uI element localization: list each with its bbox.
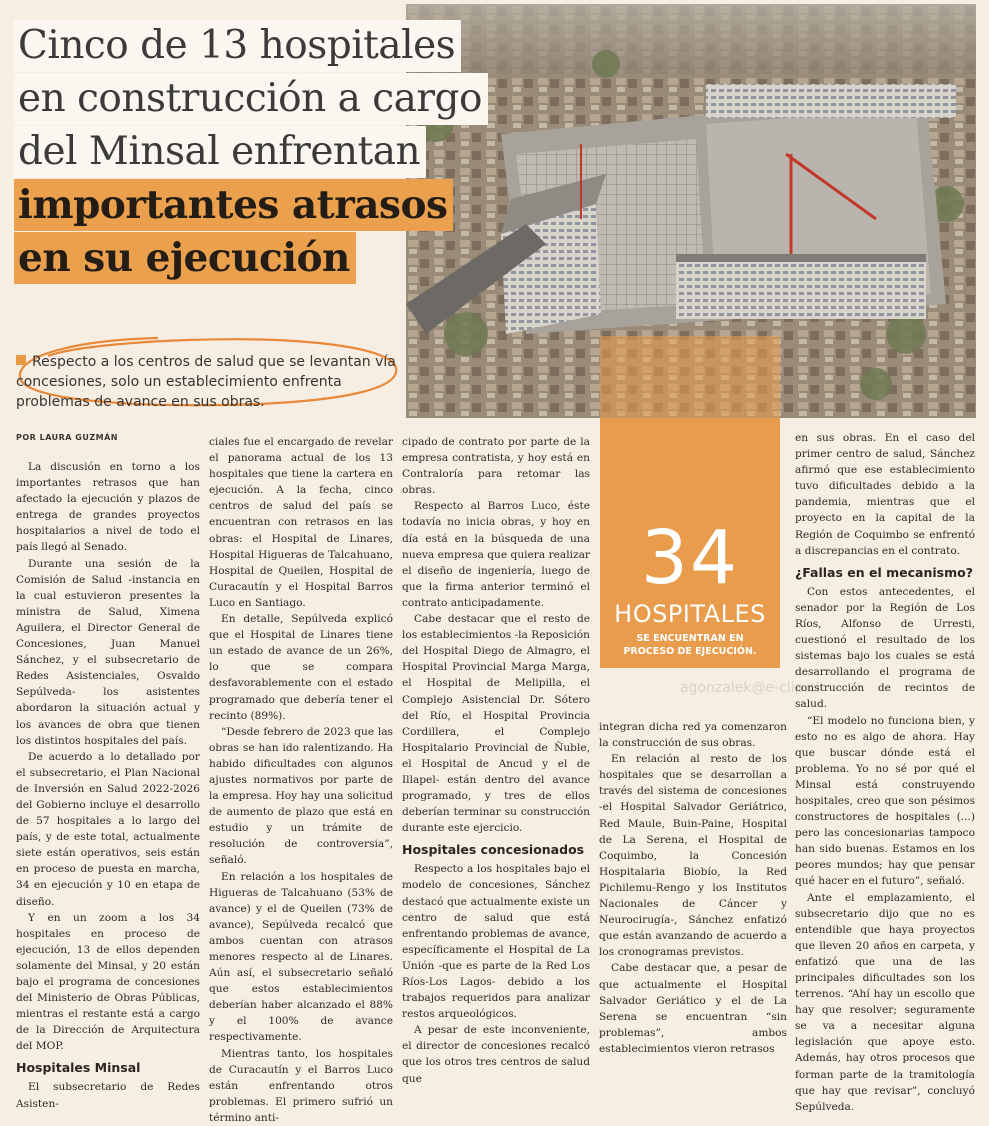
- column-2: [209, 434, 393, 1126]
- headline-line-3: del Minsal enfrentan: [14, 126, 426, 178]
- column-1: [16, 459, 200, 1112]
- subheading-hospitales-concesionados: Hospitales concesionados: [402, 842, 585, 858]
- paragraph: ciales fue el encargado de revelar el panorama actual de los 13 hospitales que tiene la cartera en ejecución. A la fecha, cinco centros de salud del país se encuentran con retrasos en las obras: el Hospital de Linares, Hospital Higueras de Talcahuano, Hospital de Queilen, Hospital de Curacautín y el Hospital Barros Luco en Santiago.: [209, 436, 393, 609]
- paragraph: Con estos antecedentes, el senador por la Región de Los Ríos, Alfonso de Urresti, cuestionó el resultado de los sistemas bajo los cuales se está desarrollando el programa de construcción de recintos de salud.: [795, 585, 975, 711]
- paragraph: El subsecretario de Redes Asisten-: [16, 1081, 200, 1110]
- paragraph: La discusión en torno a los importantes retrasos que han afectado la ejecución y plazos de entrega de grandes proyectos hospitalarios a nivel de todo el país llegó al Senado.: [16, 461, 200, 554]
- column-3b: [599, 719, 787, 1057]
- paragraph: En relación a los hospitales de Higueras de Talcahuano (53% de avance) y el de Queilen (73% de avance), Sepúlveda recalcó que ambos cuentan con atrasos menores respecto al de Linares. Aún así, el subsecretario señaló que estos establecimientos deberían haber alcanzado el 88% y el 100% de avance respectivamente.: [209, 870, 393, 1044]
- headline-line-4: importantes atrasos: [14, 179, 453, 231]
- lead-text: Respecto a los centros de salud que se levantan vía concesiones, solo un establecimiento enfrenta problemas de avance en sus obras.: [16, 354, 396, 410]
- paragraph: en sus obras. En el caso del primer centro de salud, Sánchez afirmó que ese establecimiento tuvo dificultades debido a la pandemia, mientras que el proyecto en la capital de la Región de Coquimbo se enfrentó a discrepancias en el contrato.: [795, 432, 975, 557]
- headline-line-1: Cinco de 13 hospitales: [14, 20, 461, 72]
- paragraph: Respecto a los hospitales bajo el modelo de concesiones, Sánchez destacó que actualmente existe un centro de salud que está enfrentando problemas de avance, específicamente el Hospital de La Unión -que es parte de la Red Los Ríos-Los Lagos- debido a los trabajos requeridos para analizar restos arqueológicos.: [402, 863, 590, 1021]
- headline-line-5: en su ejecución: [14, 232, 356, 284]
- paragraph: En detalle, Sepúlveda explicó que el Hospital de Linares tiene un estado de avance de un 26%, lo que se compara desfavorablemente con el estado programado que debería tener el recinto (89%).: [209, 613, 393, 722]
- paragraph: “El modelo no funciona bien, y esto no es algo de ahora. Hay que buscar dónde está el problema. Yo no sé por qué el Minsal está construyendo hospitales, creo que son pésimos constructores de hospitales (...) pero las concesionarias tampoco han sido buenas. Estamos en los peores mundos; hay que pensar qué hacer en el futuro”, señaló.: [795, 714, 975, 888]
- column-4: [795, 430, 975, 1115]
- headline: [14, 20, 564, 285]
- headline-line-2: en construcción a cargo: [14, 73, 488, 125]
- paragraph: A pesar de este inconveniente, el director de concesiones recalcó que los otros tres centros de salud que: [402, 1024, 590, 1085]
- lead-bullet-square: [16, 355, 26, 365]
- column-3: [402, 434, 590, 1087]
- paragraph: Durante una sesión de la Comisión de Salud -instancia en la cual estuvieron presentes la ministra de Salud, Ximena Aguilera, el Director General de Concesiones, Juan Manuel Sánchez, y el subsecretario de Redes Asistenciales, Osvaldo Sepúlveda- los asistentes abordaron la situación actual y los avances de obra que tienen los distintos hospitales del país.: [16, 557, 200, 747]
- stat-sublabel: SE ENCUENTRAN EN PROCESO DE EJECUCIÓN.: [623, 633, 757, 657]
- byline: POR LAURA GUZMÁN: [16, 433, 118, 442]
- paragraph: cipado de contrato por parte de la empresa contratista, y hoy está en Contraloría para retomar las obras.: [402, 436, 590, 497]
- paragraph: integran dicha red ya comenzaron la construcción de sus obras.: [599, 721, 787, 750]
- stat-number: 34: [640, 515, 740, 601]
- paragraph: “Desde febrero de 2023 que las obras se han ido ralentizando. Ha habido dificultades con algunos ajustes normativos por parte de la empresa. Hoy hay una solicitud de aumento de plazo que está en estudio y un trámite de resolución de controversia”, señaló.: [209, 725, 393, 867]
- paragraph: Respecto al Barros Luco, éste todavía no inicia obras, y hoy en día está en la búsqueda de una nueva empresa que quiera realizar el diseño de ingeniería, luego de que la firma anterior terminó el contrato anticipadamente.: [402, 500, 590, 609]
- subheading-fallas-mecanismo: ¿Fallas en el mecanismo?: [795, 564, 973, 580]
- clipping-watermark: agonzalek@e-clip.cl: [680, 680, 820, 696]
- paragraph: Ante el emplazamiento, el subsecretario dijo que no es entendible que haya proyectos que lleven 20 años en carpeta, y enfatizó que una de las principales dificultades son los terrenos. “Ahí hay un escollo que hay que resolver; seguramente se va a necesitar alguna legislación que apoye esto. Además, hay otros procesos que forman parte de la tramitología que hay que revisar”, concluyó Sepúlveda.: [795, 891, 975, 1113]
- stat-label: HOSPITALES: [614, 600, 766, 628]
- paragraph: Cabe destacar que el resto de los establecimientos -la Reposición del Hospital Diego de Almagro, el Hospital Provincial Marga Marga, el Hospital de Melipilla, el Complejo Asistencial Dr. Sótero del Río, el Hospital Provincia Cordillera, el Complejo Hospitalario Provincial de Ñuble, el Hospital de Ancud y el de Illapel- están dentro del avance programado, y tres de ellos deberían terminar su construcción durante este ejercicio.: [402, 613, 590, 835]
- paragraph: Cabe destacar que, a pesar de que actualmente el Hospital Salvador Geriático y el de La Serena se encuentran “sin problemas”, ambos establecimientos vieron retrasos: [599, 962, 787, 1055]
- paragraph: En relación al resto de los hospitales que se desarrollan a través del sistema de concesiones -el Hospital Salvador Geriátrico, Red Maule, Buin-Paine, Hospital de La Serena, el Hospital de Coquimbo, la Concesión Hospitalaria Biobío, la Red Pichilemu-Rengo y los Institutos Nacionales de Cáncer y Neurocirugía-, Sánchez enfatizó que están avanzando de acuerdo a los cronogramas previstos.: [599, 753, 787, 959]
- paragraph: Mientras tanto, los hospitales de Curacautín y el Barros Luco están enfrentando otros problemas. El primero sufrió un término anti-: [209, 1047, 393, 1124]
- lead-paragraph: [16, 352, 396, 412]
- stat-callout-box: [600, 418, 780, 668]
- subheading-hospitales-minsal: Hospitales Minsal: [16, 1060, 141, 1076]
- paragraph: Y en un zoom a los 34 hospitales en proceso de ejecución, 13 de ellos dependen solamente del Minsal, y 20 están bajo el programa de concesiones del Ministerio de Obras Públicas, mientras el restante está a cargo de la Dirección de Arquitectura del MOP.: [16, 911, 200, 1053]
- paragraph: De acuerdo a lo detallado por el subsecretario, el Plan Nacional de Inversión en Salud 2022-2026 del Gobierno incluye el desarrollo de 57 hospitales a lo largo del país, y de este total, actualmente siete están operativos, seis están en proceso de puesta en marcha, 34 en ejecución y 10 en etapa de diseño.: [16, 750, 200, 908]
